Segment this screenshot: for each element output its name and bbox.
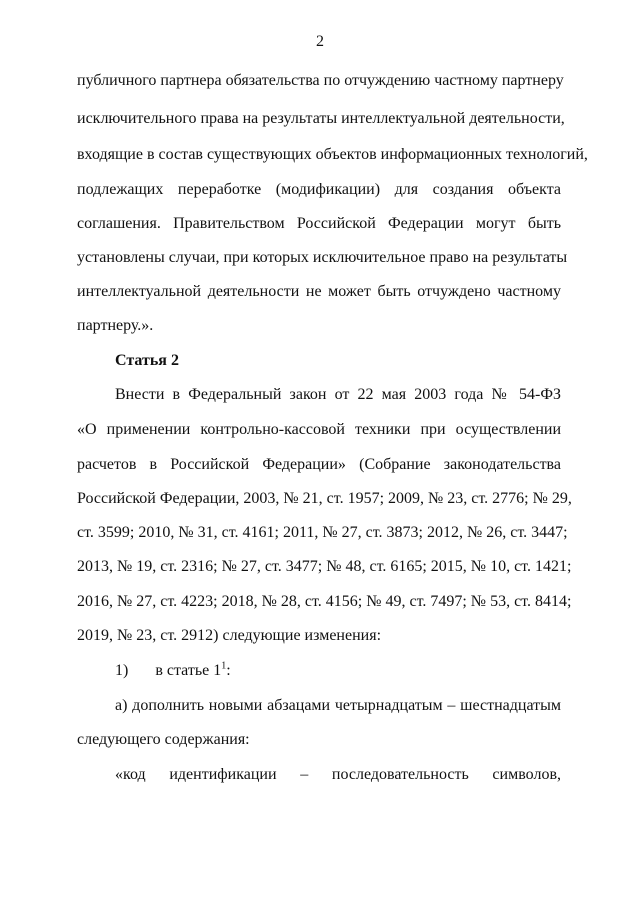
text-line: интеллектуальной деятельности не может быть отчуждено частному	[77, 283, 561, 300]
list-item-suffix: :	[226, 662, 231, 679]
text-line: входящие в состав существующих объектов информационных технологий,	[77, 146, 588, 163]
text-line: установлены случаи, при которых исключительное право на результаты	[77, 249, 568, 266]
text-line: «О применении контрольно-кассовой техники при осуществлении	[77, 421, 561, 438]
text-line: соглашения. Правительством Российской Федерации могут быть	[77, 215, 561, 232]
text-line: расчетов в Российской Федерации» (Собрание законодательства	[77, 456, 561, 473]
text-line: исключительного права на результаты интеллектуальной деятельности,	[77, 110, 565, 127]
superscript: 1	[221, 660, 227, 672]
article-heading: Статья 2	[115, 352, 179, 369]
text-line: публичного партнера обязательства по отчуждению частному партнеру	[77, 72, 564, 89]
list-item-number: 1)	[115, 662, 129, 679]
text-line: 2016, № 27, ст. 4223; 2018, № 28, ст. 4156; № 49, ст. 7497; № 53, ст. 8414;	[77, 593, 572, 610]
text-line: а) дополнить новыми абзацами четырнадцатым – шестнадцатым	[115, 697, 561, 714]
text-line: «код идентификации – последовательность символов,	[115, 766, 561, 783]
list-item-text: в статье 1	[155, 662, 222, 679]
list-item-1	[115, 661, 561, 681]
text-line: подлежащих переработке (модификации) для создания объекта	[77, 181, 561, 198]
text-line: 2019, № 23, ст. 2912) следующие изменения:	[77, 627, 382, 644]
text-line: партнеру.».	[77, 317, 154, 334]
text-line: 2013, № 19, ст. 2316; № 27, ст. 3477; № 48, ст. 6165; 2015, № 10, ст. 1421;	[77, 558, 572, 575]
text-line: ст. 3599; 2010, № 31, ст. 4161; 2011, № 27, ст. 3873; 2012, № 26, ст. 3447;	[77, 524, 568, 541]
text-line: Внести в Федеральный закон от 22 мая 2003 года № 54-ФЗ	[115, 386, 561, 403]
text-line: следующего содержания:	[77, 731, 250, 748]
page-number: 2	[316, 33, 324, 50]
text-line: Российской Федерации, 2003, № 21, ст. 1957; 2009, № 23, ст. 2776; № 29,	[77, 490, 572, 507]
